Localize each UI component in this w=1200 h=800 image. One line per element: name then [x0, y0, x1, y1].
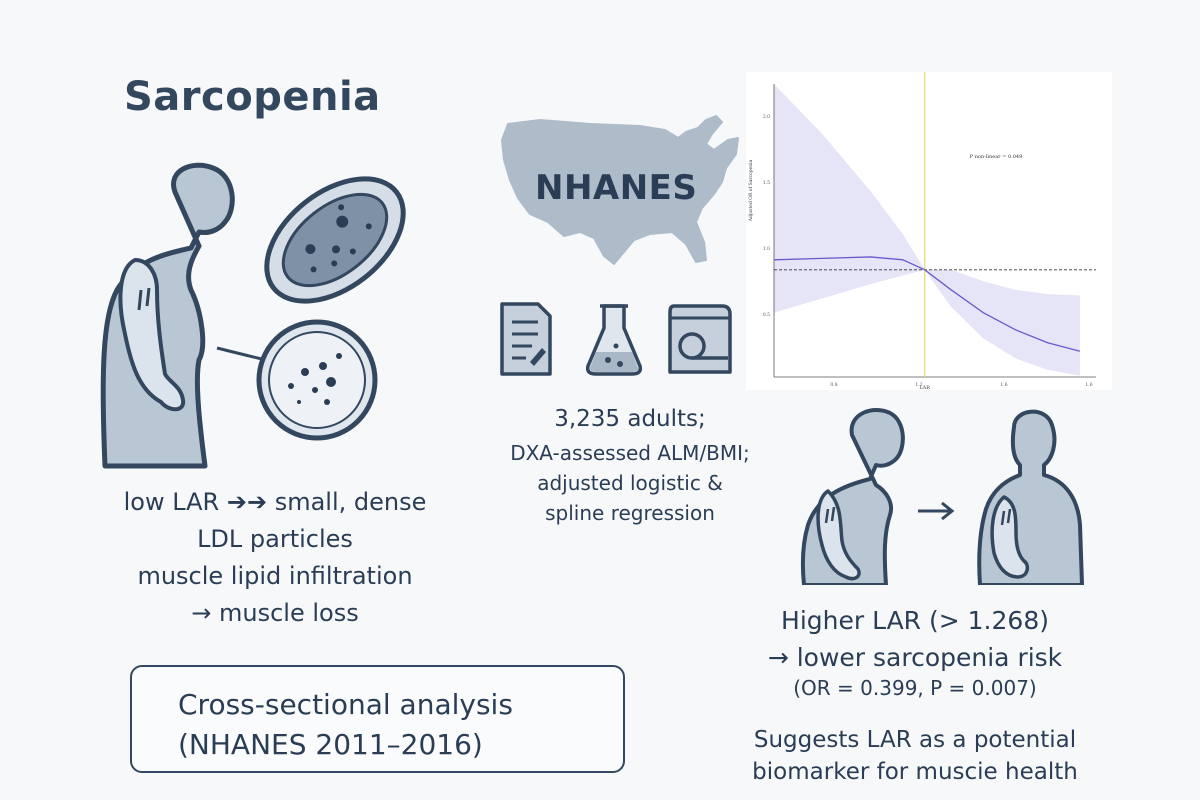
y-tick-label: 0.5 [762, 313, 770, 318]
conclusion-line-2: biomarker for muscie health [752, 759, 1078, 785]
flask-icon [588, 306, 641, 374]
study-design-box [130, 665, 625, 773]
spline-chart [746, 72, 1112, 390]
histology-slide-icon [259, 322, 375, 438]
sarcopenia-illustration [95, 150, 415, 470]
x-tick-label: 1.6 [1085, 383, 1093, 388]
study-design-line-1: Cross-sectional analysis [178, 688, 513, 721]
x-tick-label: 1.6 [1000, 383, 1008, 388]
mechanism-line-2: LDL particles [197, 525, 353, 553]
y-tick-label: 1.5 [762, 181, 770, 186]
result-line-2: → lower sarcopenia risk [767, 643, 1063, 672]
method-icons [498, 300, 743, 380]
muscle-fiber-icon [244, 154, 415, 326]
methods-line-2: DXA-assessed ALM/BMI; [510, 441, 750, 465]
confidence-band [774, 84, 1080, 376]
y-tick-label: 1.0 [762, 247, 770, 252]
mechanism-line-1: low LAR ➔➔ small, dense [123, 488, 427, 516]
y-axis-label: Adjusted OR of Sarcopenia [749, 159, 754, 222]
mechanism-line-4: → muscle loss [191, 599, 359, 627]
conclusion-text [720, 724, 1110, 788]
nhanes-label: NHANES [535, 168, 698, 208]
upright-figure-icon [979, 412, 1082, 585]
mechanism-text [80, 484, 470, 632]
x-tick-label: 0.8 [830, 383, 838, 388]
x-axis-label: LAR [919, 385, 931, 390]
arrow-right-icon [918, 503, 952, 519]
methods-details [470, 438, 790, 528]
improvement-illustration [800, 405, 1090, 585]
methods-line-3: adjusted logistic & [537, 471, 723, 495]
y-tick-label: 2.0 [762, 115, 770, 120]
methods-line-4: spline regression [545, 501, 715, 525]
page-title: Sarcopenia [124, 74, 381, 120]
spline-chart-panel [746, 72, 1112, 390]
elderly-figure-icon [103, 165, 232, 466]
odds-ratio-text: (OR = 0.399, P = 0.007) [793, 676, 1037, 700]
p-value-annotation: P non-linear = 0.049 [969, 154, 1023, 160]
x-tick-label: 1.2 [915, 383, 923, 388]
result-line-1: Higher LAR (> 1.268) [781, 606, 1049, 635]
document-icon [502, 304, 550, 374]
methods-sample-size: 3,235 adults; [554, 406, 706, 432]
conclusion-line-1: Suggests LAR as a potential [753, 727, 1077, 753]
mechanism-line-3: muscle lipid infiltration [137, 562, 413, 590]
study-design-line-2: (NHANES 2011–2016) [178, 728, 483, 761]
dxa-scanner-icon [670, 306, 730, 372]
result-text [745, 602, 1085, 676]
stooped-figure-icon [803, 410, 903, 585]
